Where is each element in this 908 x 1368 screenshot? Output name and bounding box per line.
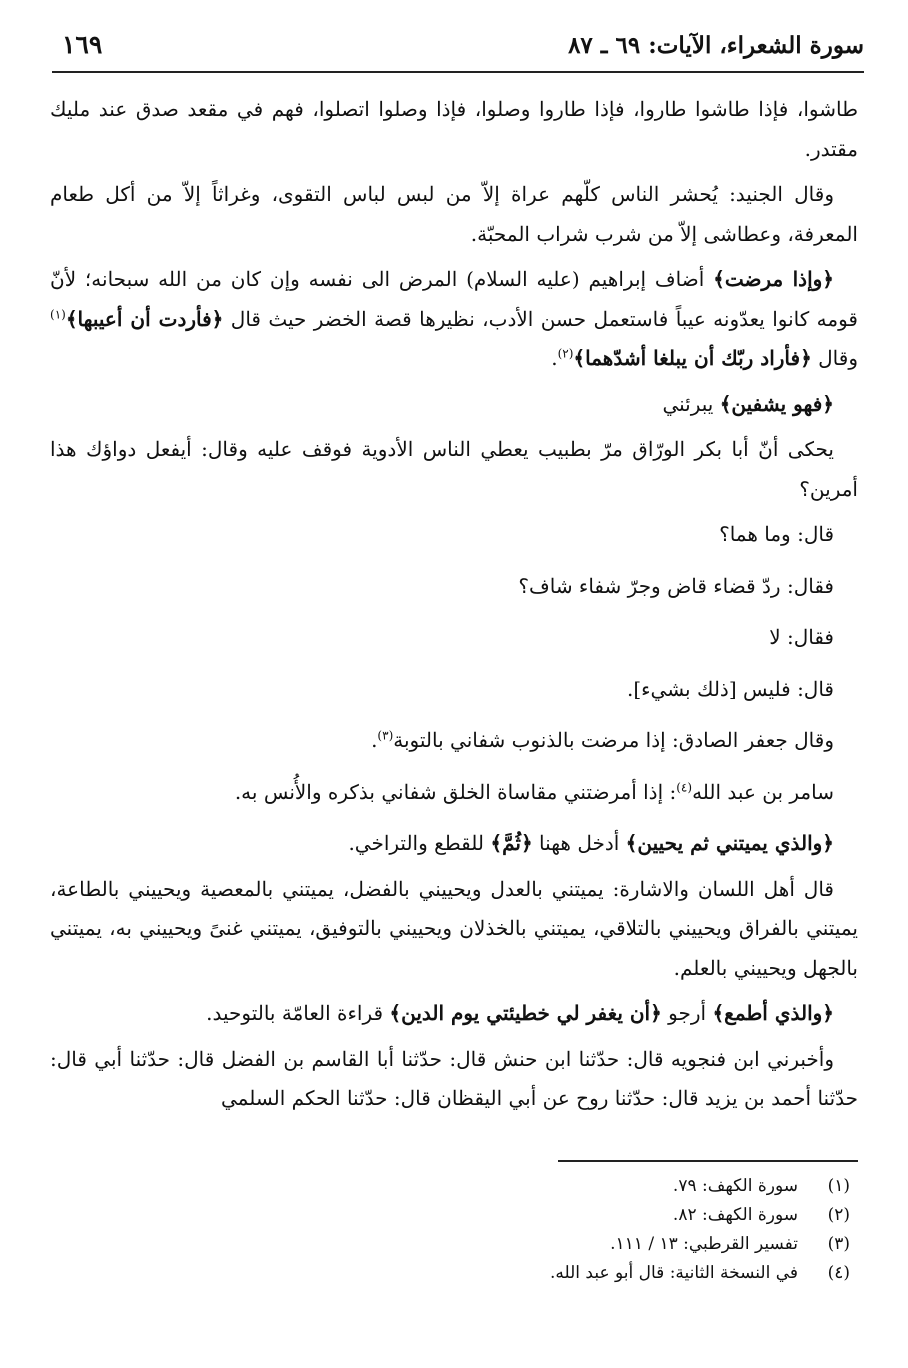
footnotes (300, 1172, 858, 1288)
quran-quote: ﴿فهو يشفين﴾ (719, 391, 834, 416)
paragraph-yumituni (50, 824, 858, 864)
paragraph-text: يحكى أنّ أبا بكر الورّاق مرّ بطبيب يعطي الناس الأدوية فوقف عليه وقال: أيفعل دواؤك هذا أمرين؟ (50, 437, 858, 501)
footnote-number: (٤) (827, 1263, 850, 1283)
paragraph-text: قراءة العامّة بالتوحيد. (206, 1001, 390, 1025)
page-number: ١٦٩ (62, 30, 103, 59)
paragraph-ahl-al-lisan (50, 870, 858, 989)
paragraph-text: طاشوا، فإذا طاشوا طاروا، فإذا طاروا وصلوا، فإذا وصلوا اتصلوا، فهم في مقعد صدق عند مليك مقتدر. (50, 97, 858, 161)
quran-quote: ﴿وإذا مرضت﴾ (713, 267, 835, 291)
dialogue-line-1 (50, 515, 858, 555)
footnote-4 (300, 1259, 858, 1288)
quran-quote: ﴿والذي أطمع﴾ (712, 1001, 834, 1025)
paragraph-text: وأخبرني ابن فنجويه قال: حدّثنا ابن حنش قال: حدّثنا أبا القاسم بن الفضل قال: حدّثنا أبي قال: حدّثنا أحمد بن يزيد قال: حدّثنا روح عن أبي اليقظان قال: حدّثنا الحكم السلمي (50, 1046, 858, 1110)
paragraph-isnad (50, 1040, 858, 1119)
paragraph-text: أرجو (661, 1001, 713, 1025)
paragraph-text: قال أهل اللسان والاشارة: يميتني بالعدل ويحييني بالفضل، يميتني بالمعصية ويحييني بالطاعة، يميتني بالفراق ويحييني بالتلاقي، يميتني بالخذلان ويحييني بالتوفيق، يميتني غنىً ويحييني به، يميتني بالجهل ويحييني بالعلم. (50, 876, 858, 980)
footnote-text: في النسخة الثانية: قال أبو عبد الله. (549, 1263, 798, 1283)
paragraph-fa-huwa-yashfin (50, 385, 858, 425)
footnote-3 (300, 1230, 858, 1259)
footnote-2 (300, 1201, 858, 1230)
footnote-ref-1: (١) (50, 306, 66, 321)
footnote-number: (٢) (827, 1205, 850, 1225)
page-header (52, 30, 864, 70)
paragraph-text: وقال جعفر الصادق: إذا مرضت بالذنوب شفاني بالتوبة (393, 728, 834, 752)
paragraph-1 (50, 90, 858, 169)
paragraph-text: يبرئني (662, 391, 720, 416)
paragraph-wa-idha-maridtu (50, 260, 858, 379)
paragraph-junaid (50, 175, 858, 254)
paragraph-text: وقال الجنيد: يُحشر الناس كلّهم عراة إلاّ من لبس لباس التقوى، وغراثاً إلاّ من أكل طعام المعرفة، وعطاشى إلاّ من شرب شراب المحبّة. (50, 182, 858, 246)
paragraph-text: . (371, 728, 378, 752)
paragraph-text: سامر بن عبد الله (692, 779, 834, 804)
header-rule (52, 71, 864, 73)
paragraph-text: أضاف إبراهيم (عليه السلام) المرض الى نفسه وإن كان من الله سبحانه؛ لأنّ قومه كانوا يعدّونه عيباً فاستعمل حسن الأدب، نظيرها قصة الخضر حيث قال (50, 267, 858, 331)
footnote-ref-3: (٣) (377, 728, 394, 743)
footnote-text: سورة الكهف: ٧٩. (672, 1176, 798, 1196)
dialogue-line-2 (50, 567, 858, 607)
footnote-number: (٣) (827, 1234, 850, 1254)
paragraph-jafar (50, 721, 858, 761)
paragraph-text: قال: وما هما؟ (719, 522, 834, 546)
paragraph-text: أدخل ههنا (532, 831, 626, 855)
footnote-ref-4: (٤) (676, 779, 693, 794)
paragraph-warraq (50, 430, 858, 509)
footnote-text: سورة الكهف: ٨٢. (672, 1205, 798, 1225)
quran-quote: ﴿فأراد ربّك أن يبلغا أشدّهما﴾ (573, 346, 812, 370)
paragraph-text: قال: فليس [ذلك بشيء]. (626, 676, 834, 701)
paragraph-atmau (50, 994, 858, 1034)
body-text (50, 90, 858, 1125)
quran-quote: ﴿والذي يميتني ثم يحيين﴾ (625, 831, 834, 855)
dialogue-line-3 (50, 618, 858, 658)
footnote-1 (300, 1172, 858, 1201)
paragraph-text: وقال (811, 346, 858, 370)
paragraph-text: للقطع والتراخي. (348, 831, 491, 855)
dialogue-line-4 (50, 670, 858, 710)
paragraph-text: . (551, 346, 558, 370)
paragraph-text: فقال: ردّ قضاء قاض وجرّ شفاء شاف؟ (518, 573, 834, 598)
running-title: سورة الشعراء، الآيات: ٦٩ ـ ٨٧ (568, 32, 864, 59)
paragraph-samir (50, 773, 858, 813)
paragraph-text: : إذا أمرضتني مقاساة الخلق شفاني بذكره والأُنس به. (234, 779, 677, 804)
quran-quote: ﴿أن يغفر لي خطيئتي يوم الدين﴾ (389, 1001, 662, 1025)
footnote-rule (558, 1160, 858, 1162)
footnote-ref-2: (٢) (557, 346, 574, 361)
quran-quote: ﴿ثُمَّ﴾ (490, 831, 533, 855)
footnote-number: (١) (827, 1176, 850, 1196)
quran-quote: ﴿فأردت أن أعيبها﴾ (65, 306, 224, 331)
paragraph-text: فقال: لا (769, 625, 834, 649)
footnote-text: تفسير القرطبي: ١٣ / ١١١. (610, 1234, 798, 1254)
